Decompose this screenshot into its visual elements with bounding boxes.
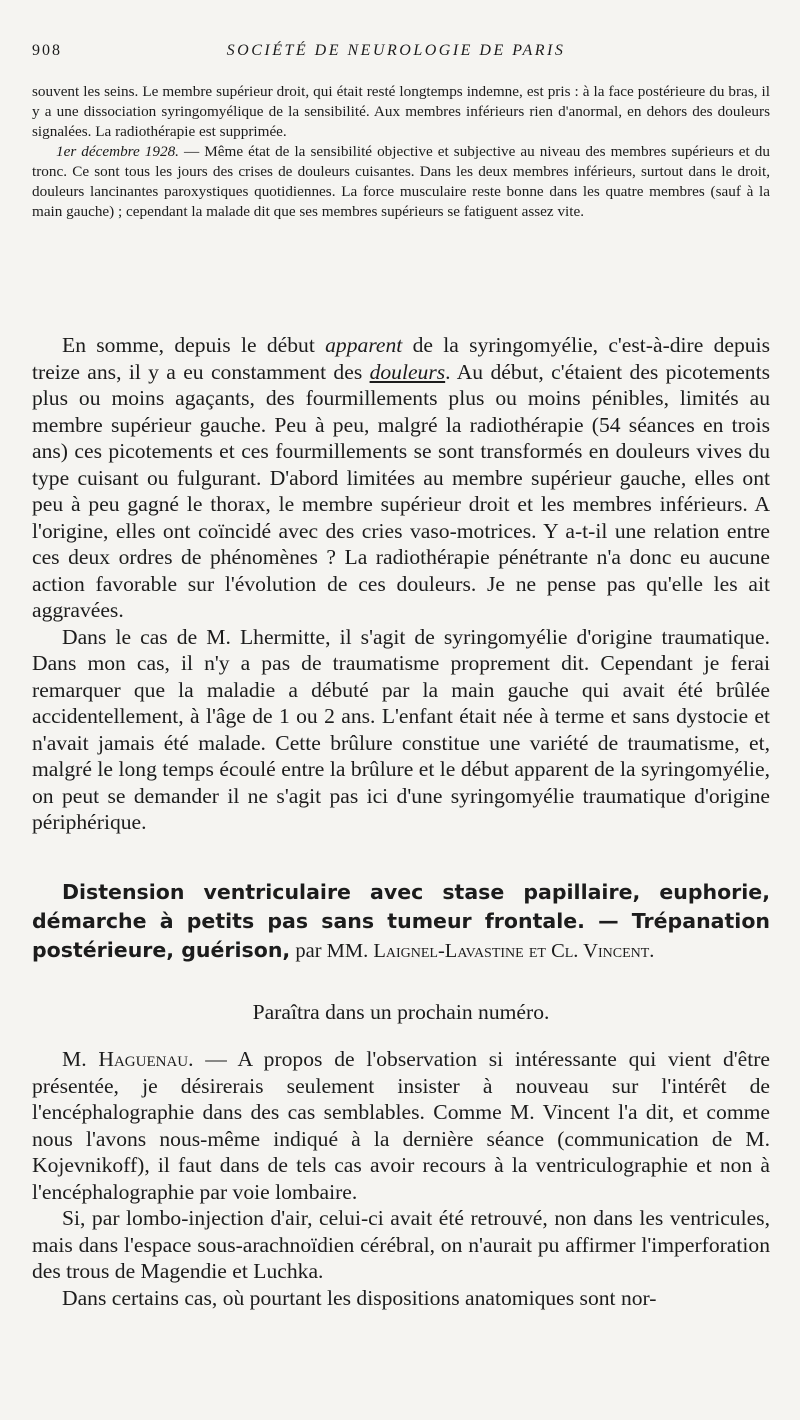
running-head [32,42,760,66]
summary [32,332,770,836]
case-notes [32,82,770,222]
note-date: 1er décembre 1928. [56,143,179,160]
discussion-paragraph: Si, par lombo-injection d'air, celui-ci avait été retrouvé, non dans les ventricules, mais dans l'espace sous-arachnoïdien cérébral, on n'aurait pu affirmer l'imperforation des trous de Magendie et Luchka. [32,1206,770,1283]
page-number: 908 [32,42,62,59]
article-authors: Laignel-Lavastine et Cl. Vincent. [373,940,655,962]
discussion-paragraph: M. Haguenau. — A propos de l'observation si intéressante qui vient d'être présentée, je désirerais seulement insister à nouveau sur l'intérêt de l'encéphalographie dans des cas semblables. Comme M. Vincent l'a dit, et comme nous l'avons nous-même indiqué à la dernière séance (communication de M. Kojevnikoff), il faut dans de tels cas avoir recours à la ventriculographie et non à l'encéphalographie par voie lombaire. [32,1047,770,1204]
note-paragraph: souvent les seins. Le membre supérieur droit, qui était resté longtemps indemne, est pris : à la face postérieure du bras, il y a une dissociation syringomyélique de la sensibilité. Aux membres inférieurs rien d'anormal, en dehors des douleurs signalées. La radiothérapie est supprimée. [32,83,770,140]
article-heading: Distension ventriculaire avec stase papillaire, euphorie, démarche à petits pas sans tumeur frontale. — Trépanation postérieure, guérison, par MM. Laignel-Lavastine et Cl. Vincent. [32,880,770,962]
discussion-paragraph: Dans certains cas, où pourtant les dispositions anatomiques sont nor- [62,1285,657,1310]
publication-notice: Paraîtra dans un prochain numéro. [252,1000,550,1024]
speaker-name: M. Haguenau. [62,1047,194,1071]
summary-paragraph: Dans le cas de M. Lhermitte, il s'agit de syringomyélie d'origine traumatique. Dans mon cas, il n'y a pas de traumatisme proprement dit. Cependant je ferai remarquer que la maladie a débuté par la main gauche qui avait été brûlée accidentellement, à l'âge de 1 ou 2 ans. L'enfant était née à terme et sans dystocie et n'avait jamais été malade. Cette brûlure constitue une variété de traumatisme, et, malgré le long temps écoulé entre la brûlure et le début apparent de la syringomyélie, on peut se demander il ne s'agit pas ici d'une syringomyélie traumatique d'origine périphérique. [32,624,770,834]
note-paragraph-dated: 1er décembre 1928. — Même état de la sensibilité objective et subjective au niveau des membres supérieurs et du tronc. Ce sont tous les jours des crises de douleurs cuisantes. Dans les deux membres inférieurs, surtout dans le droit, douleurs lancinantes paroxystiques quotidiennes. La force musculaire reste bonne dans les quatre membres (sauf à la main gauche) ; cependant la malade dit que ses membres supérieurs se fatiguent assez vite. [32,143,770,220]
emphasis-apparent: apparent [325,333,403,357]
discussion [32,1046,770,1311]
summary-paragraph: En somme, depuis le début apparent de la syringomyélie, c'est-à-dire depuis treize ans, il y a eu constamment des douleurs. Au début, c'étaient des picotements plus ou moins agaçants, des fourmillements plus ou moins pénibles, limités au membre supérieur gauche. Peu à peu, malgré la radiothérapie (54 séances en trois ans) ces picotements et ces fourmillements se sont transformés en douleurs vives du type cuisant ou fulgurant. D'abord limitées au membre supérieur gauche, elles ont peu à peu gagné le thorax, le membre supérieur droit et les membres inférieurs. A l'origine, elles ont coïncidé avec des cries vaso-motrices. Y a-t-il une relation entre ces deux ordres de phénomènes ? La radiothérapie pénétrante n'a donc eu aucune action favorable sur l'évolution de ces douleurs. Je ne pense pas qu'elle les ait aggravées. [32,333,770,622]
article-title: Distension ventriculaire avec stase papillaire, euphorie, démarche à petits pas sans tumeur frontale. — Trépanation postérieure, guérison, [32,880,770,962]
running-title: SOCIÉTÉ DE NEUROLOGIE DE PARIS [226,42,566,59]
emphasis-douleurs: douleurs [369,359,446,384]
